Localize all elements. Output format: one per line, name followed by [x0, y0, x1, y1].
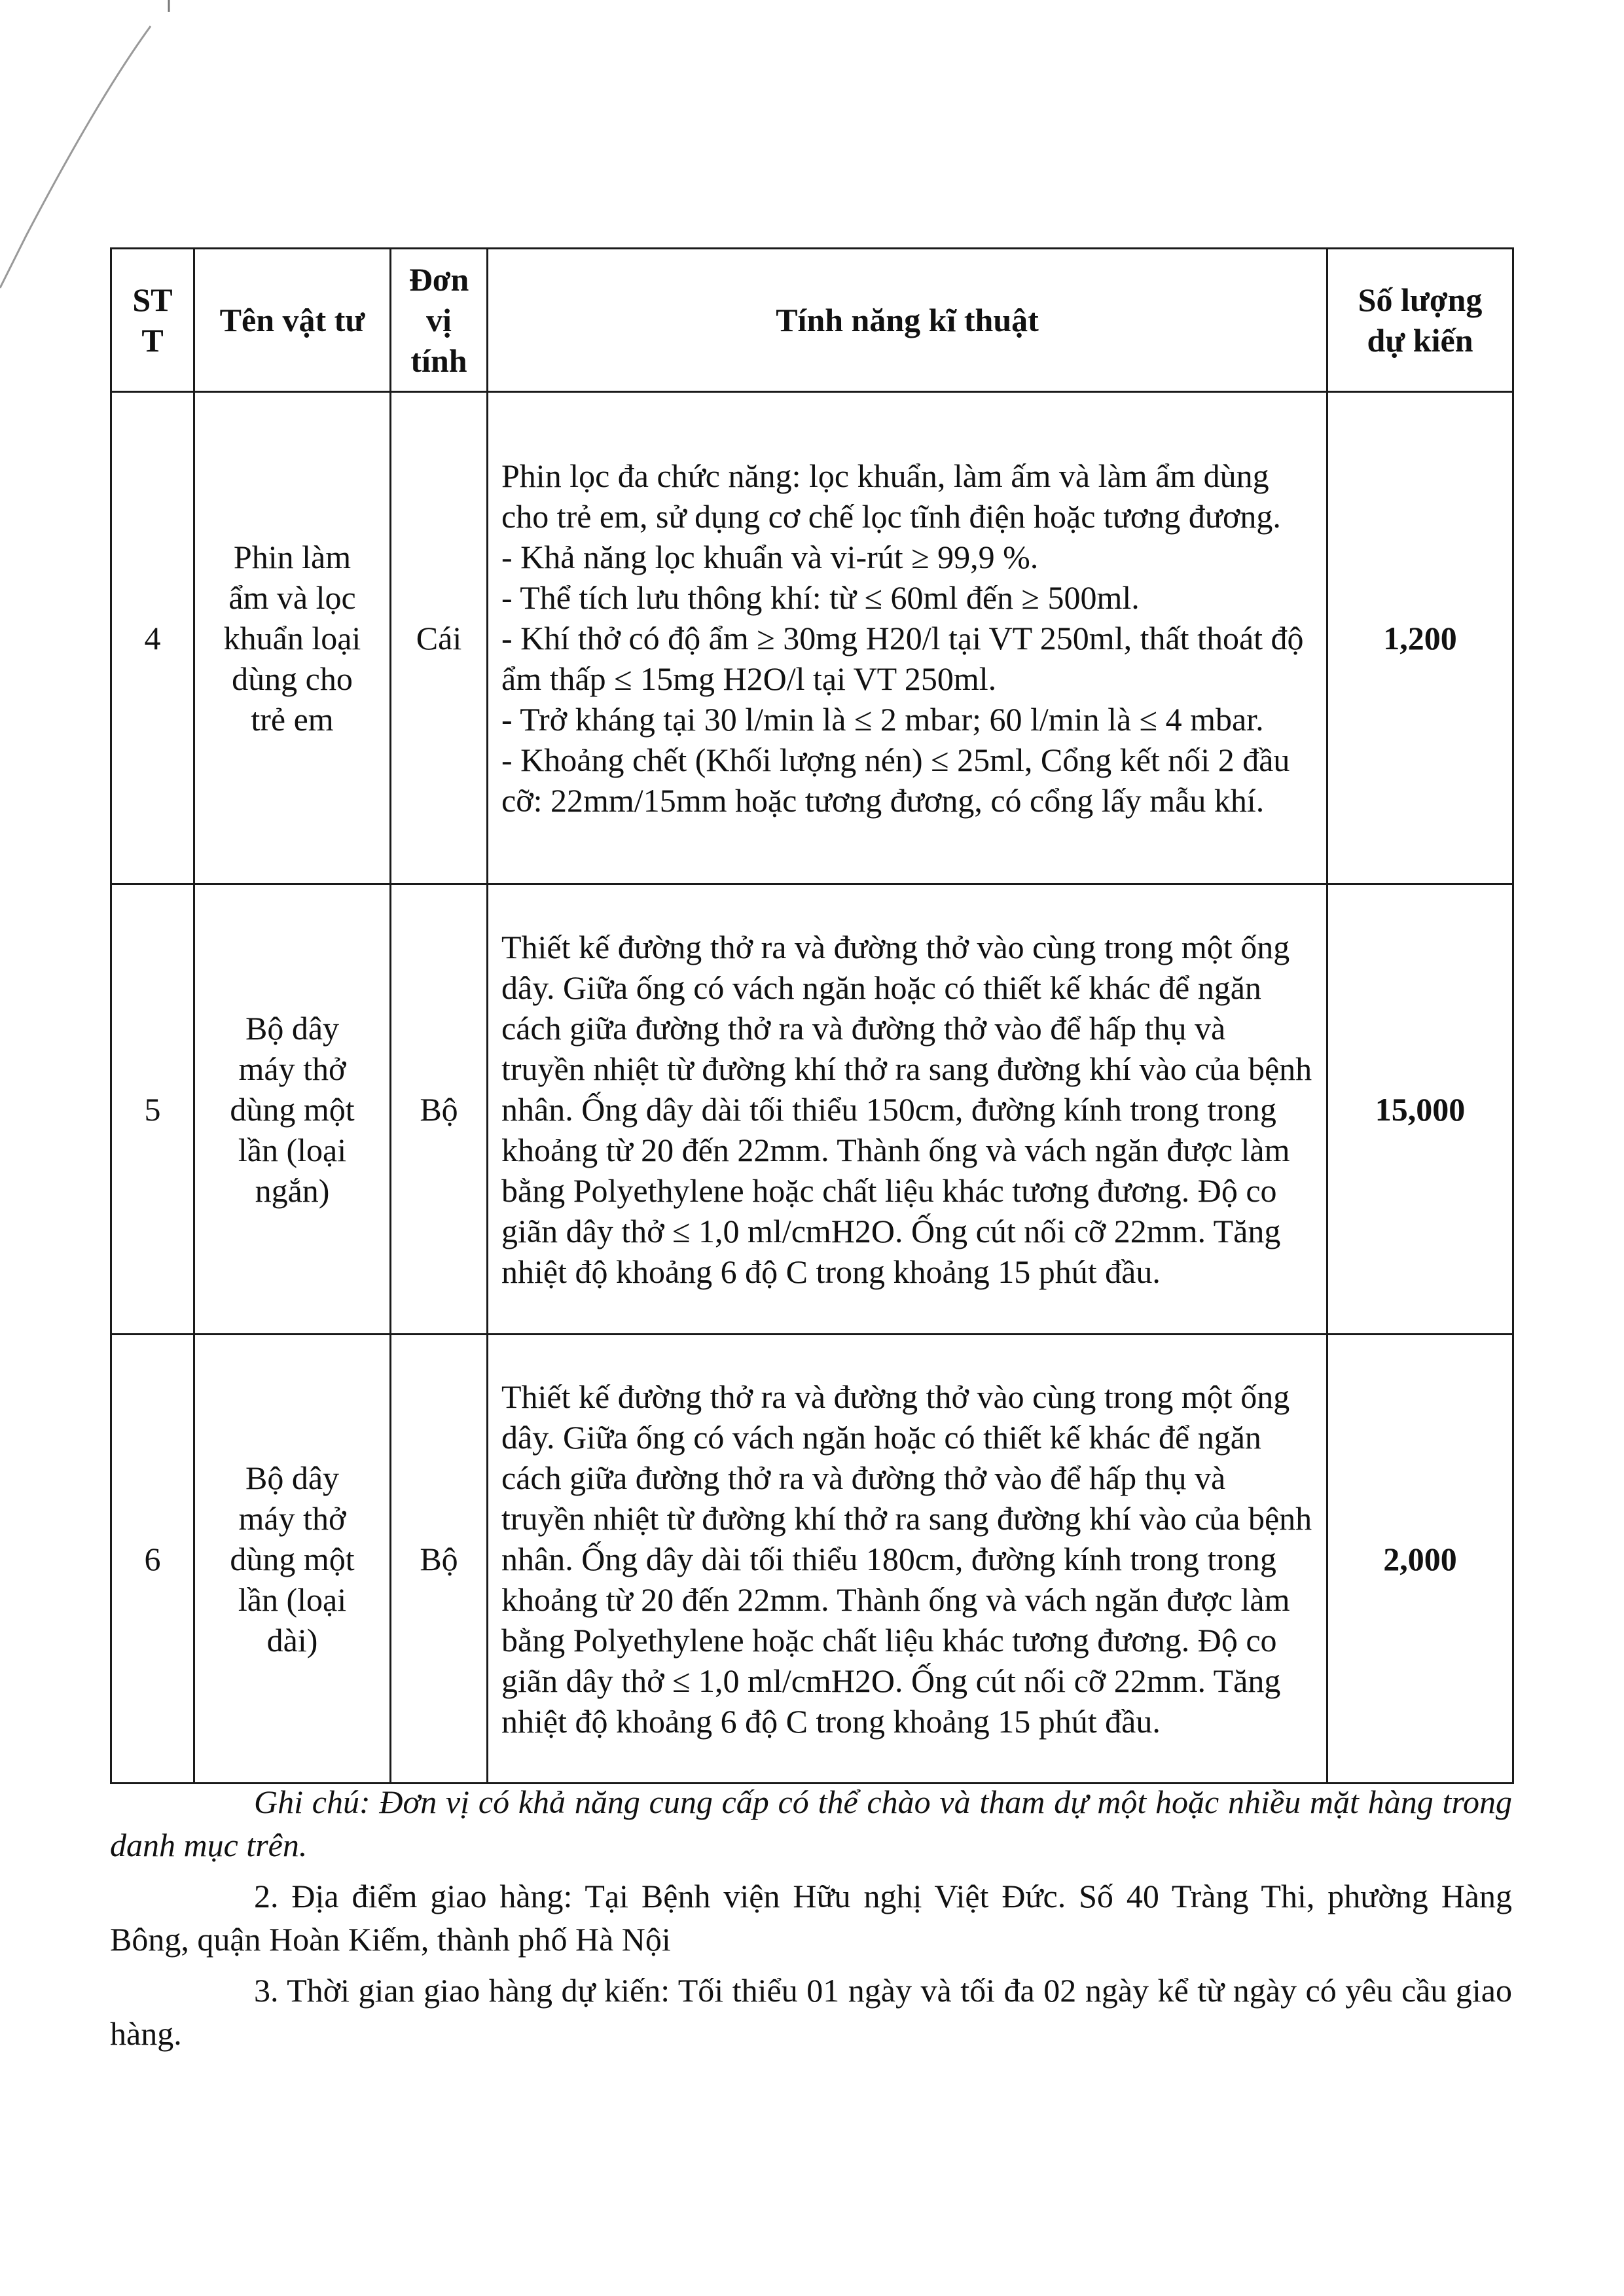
row-spec [488, 884, 1327, 1335]
table-header-row [111, 249, 1513, 392]
row-unit: Cái [391, 392, 488, 884]
spec-line: Thiết kế đường thở ra và đường thở vào cùng trong một ống dây. Giữa ống có vách ngăn hoặc có thiết kế khác để ngăn cách giữa đường thở ra và đường thở vào để hấp thụ và truyền nhiệt từ đường khí thở ra sang đường khí vào của bệnh nhân. Ống dây dài tối thiểu 150cm, đường kính trong trong khoảng từ 20 đến 22mm. Thành ống và vách ngăn được làm bằng Polyethylene hoặc chất liệu khác tương đương. Độ co giãn dây thở ≤ 1,0 ml/cmH2O. Ống cút nối cỡ 22mm. Tăng nhiệt độ khoảng 6 độ C trong khoảng 15 phút đầu. [501, 928, 1312, 1290]
table-row [111, 884, 1513, 1335]
table-row [111, 1335, 1513, 1784]
row-name: Phin làm ẩm và lọc khuẩn loại dùng cho trẻ em [194, 392, 391, 884]
spec-line: - Khoảng chết (Khối lượng nén) ≤ 25ml, Cổng kết nối 2 đầu cỡ: 22mm/15mm hoặc tương đương, có cổng lấy mẫu khí. [501, 741, 1290, 819]
supplies-table [110, 247, 1514, 1784]
row-qty: 1,200 [1327, 392, 1513, 884]
spec-line: - Trở kháng tại 30 l/min là ≤ 2 mbar; 60 l/min là ≤ 4 mbar. [501, 700, 1264, 738]
row-name: Bộ dây máy thở dùng một lần (loại ngắn) [194, 884, 391, 1335]
delivery-place-paragraph: 2. Địa điểm giao hàng: Tại Bệnh viện Hữu nghị Việt Đức. Số 40 Tràng Thi, phường Hàng Bông, quận Hoàn Kiếm, thành phố Hà Nội [110, 1878, 1512, 1958]
row-unit: Bộ [391, 1335, 488, 1784]
spec-line: - Thể tích lưu thông khí: từ ≤ 60ml đến ≥ 500ml. [501, 579, 1140, 616]
row-qty: 15,000 [1327, 884, 1513, 1335]
spec-line: Thiết kế đường thở ra và đường thở vào cùng trong một ống dây. Giữa ống có vách ngăn hoặc có thiết kế khác để ngăn cách giữa đường thở ra và đường thở vào để hấp thụ và truyền nhiệt từ đường khí thở ra sang đường khí vào của bệnh nhân. Ống dây dài tối thiểu 180cm, đường kính trong trong khoảng từ 20 đến 22mm. Thành ống và vách ngăn được làm bằng Polyethylene hoặc chất liệu khác tương đương. Độ co giãn dây thở ≤ 1,0 ml/cmH2O. Ống cút nối cỡ 22mm. Tăng nhiệt độ khoảng 6 độ C trong khoảng 15 phút đầu. [501, 1378, 1312, 1740]
spec-line: - Khả năng lọc khuẩn và vi-rút ≥ 99,9 %. [501, 538, 1039, 575]
header-qty: Số lượng dự kiến [1327, 249, 1513, 392]
row-unit: Bộ [391, 884, 488, 1335]
delivery-time-paragraph: 3. Thời gian giao hàng dự kiến: Tối thiểu 01 ngày và tối đa 02 ngày kể từ ngày có yêu cầu giao hàng. [110, 1972, 1512, 2052]
row-stt: 5 [111, 884, 194, 1335]
header-spec: Tính năng kĩ thuật [488, 249, 1327, 392]
spec-line: Phin lọc đa chức năng: lọc khuẩn, làm ấm và làm ẩm dùng cho trẻ em, sử dụng cơ chế lọc tĩnh điện hoặc tương đương. [501, 457, 1281, 535]
note-paragraph: Ghi chú: Đơn vị có khả năng cung cấp có thể chào và tham dự một hoặc nhiều mặt hàng trong danh mục trên. [110, 1784, 1512, 1863]
row-spec [488, 392, 1327, 884]
row-qty: 2,000 [1327, 1335, 1513, 1784]
notes-section [110, 1780, 1512, 2063]
header-unit: Đơn vị tính [391, 249, 488, 392]
row-spec [488, 1335, 1327, 1784]
table-row [111, 392, 1513, 884]
row-stt: 6 [111, 1335, 194, 1784]
spec-line: - Khí thở có độ ẩm ≥ 30mg H20/l tại VT 250ml, thất thoát độ ẩm thấp ≤ 15mg H2O/l tại VT 250ml. [501, 619, 1304, 697]
row-stt: 4 [111, 392, 194, 884]
header-stt: ST T [111, 249, 194, 392]
row-name: Bộ dây máy thở dùng một lần (loại dài) [194, 1335, 391, 1784]
header-name: Tên vật tư [194, 249, 391, 392]
